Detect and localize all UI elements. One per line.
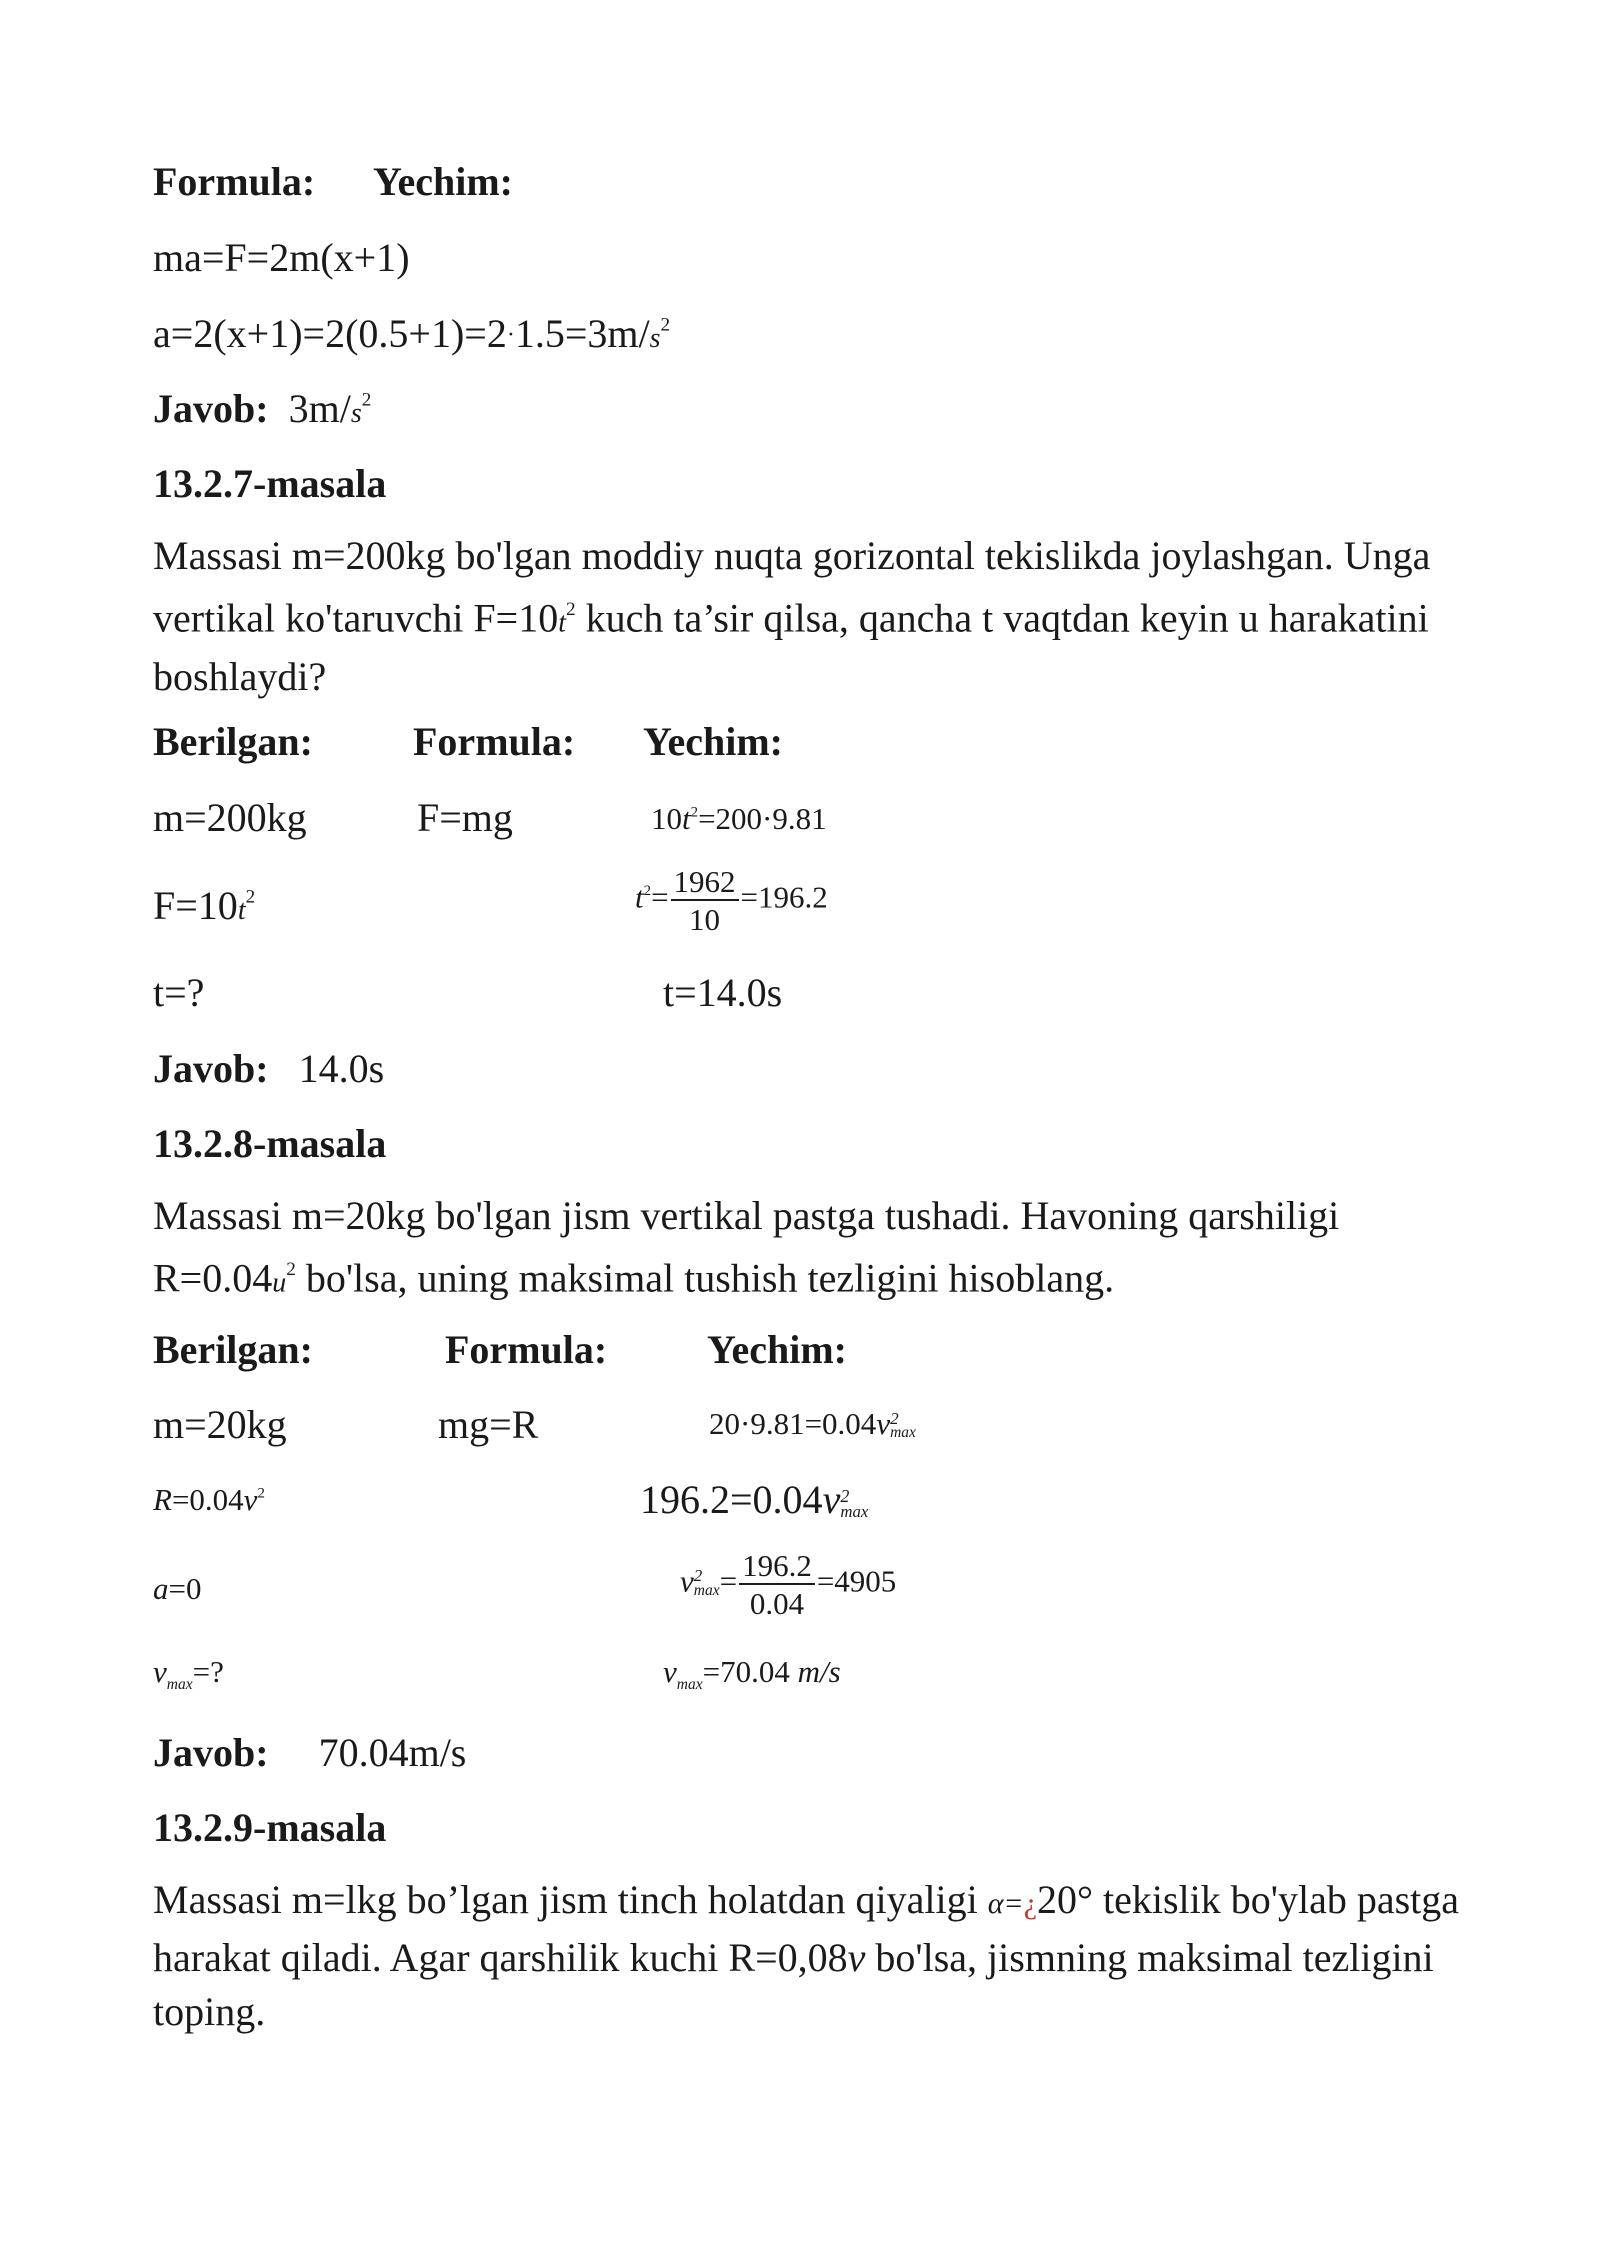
answer-label: Javob: xyxy=(153,1046,269,1091)
problem-text: Massasi m=lkg bo’lgan jism tinch holatdan qiyaligi α=¿20° tekislik bo'ylab pastga harakat qiladi. Agar qarshilik kuchi R=0,08v bo'lsa, jismning maksimal tezligini toping. xyxy=(153,1877,1460,2034)
heading-yechim: Yechim: xyxy=(707,1327,847,1372)
equation-line: $a=2(x+1)=2(0.5+1)=2\cdot 1.5=3m/s^2$ xyxy=(153,311,671,356)
solution-result: t=14.0s xyxy=(663,970,783,1015)
formula-line: mg=R xyxy=(438,1402,539,1447)
solution-result: $v_{max}=70.04$ m/s xyxy=(663,1654,841,1693)
solution-line: 20·9.81=0.04v 2 max xyxy=(709,1406,916,1442)
problem-title: 13.2.8-masala xyxy=(153,1121,387,1166)
answer-line: Javob: $3m/s^2$ xyxy=(153,386,372,431)
answer-label: Javob: xyxy=(153,1730,269,1775)
answer-value: 3m/ xyxy=(288,386,351,431)
answer-line xyxy=(153,1046,385,1091)
heading-yechim: Yechim: xyxy=(373,159,513,204)
answer-value: 14.0s xyxy=(298,1046,385,1091)
heading-formula: Formula: xyxy=(153,159,316,204)
given-unknown: t=? xyxy=(153,970,205,1015)
answer-value: 70.04m/s xyxy=(318,1730,467,1775)
given-unknown: $v_{max}=$? xyxy=(153,1654,224,1693)
problem-text: Massasi m=200kg bo'lgan moddiy nuqta gorizontal tekislikda joylashgan. Unga vertikal ko'taruvchi $F=10t^2$ kuch ta’sir qilsa, qancha t vaqtdan keyin u harakatini boshlaydi? xyxy=(153,533,1431,700)
solution-line: 196.2=0.04v 2 max xyxy=(640,1477,869,1522)
given-resistance: $R=0.04v^2$ xyxy=(153,1482,265,1517)
given-acceleration: a=0 xyxy=(153,1571,202,1606)
problem-title: 13.2.7-masala xyxy=(153,461,387,506)
given-mass: m=20kg xyxy=(153,1402,287,1447)
given-mass: m=200kg xyxy=(153,795,307,840)
equation-line: ma=F=2m(x+1) xyxy=(153,235,410,280)
problem-title: 13.2.9-masala xyxy=(153,1805,387,1850)
answer-line xyxy=(153,1730,467,1775)
heading-formula: Formula: xyxy=(413,719,576,764)
heading-berilgan: Berilgan: xyxy=(153,719,313,764)
problem-text: Massasi m=20kg bo'lgan jism vertikal pastga tushadi. Havoning qarshiligi $R=0.04u^2$ bo'lsa, uning maksimal tushish tezligini hisoblang. xyxy=(153,1193,1340,1301)
solution-line: $10t^2=200\cdot 9.81$ xyxy=(651,801,827,836)
solution-fraction: v 2 max = $\frac{196.2}{0.04}$ =4905 xyxy=(680,1548,897,1621)
heading-yechim: Yechim: xyxy=(643,719,783,764)
given-force: $F=10t^2$ xyxy=(153,883,256,928)
answer-label: Javob: xyxy=(153,386,269,431)
heading-formula: Formula: xyxy=(445,1327,608,1372)
solution-fraction: $t^2=$ $\frac{1962}{10}$ =196.2 xyxy=(635,864,828,937)
heading-berilgan: Berilgan: xyxy=(153,1327,313,1372)
formula-line: F=mg xyxy=(417,795,513,840)
